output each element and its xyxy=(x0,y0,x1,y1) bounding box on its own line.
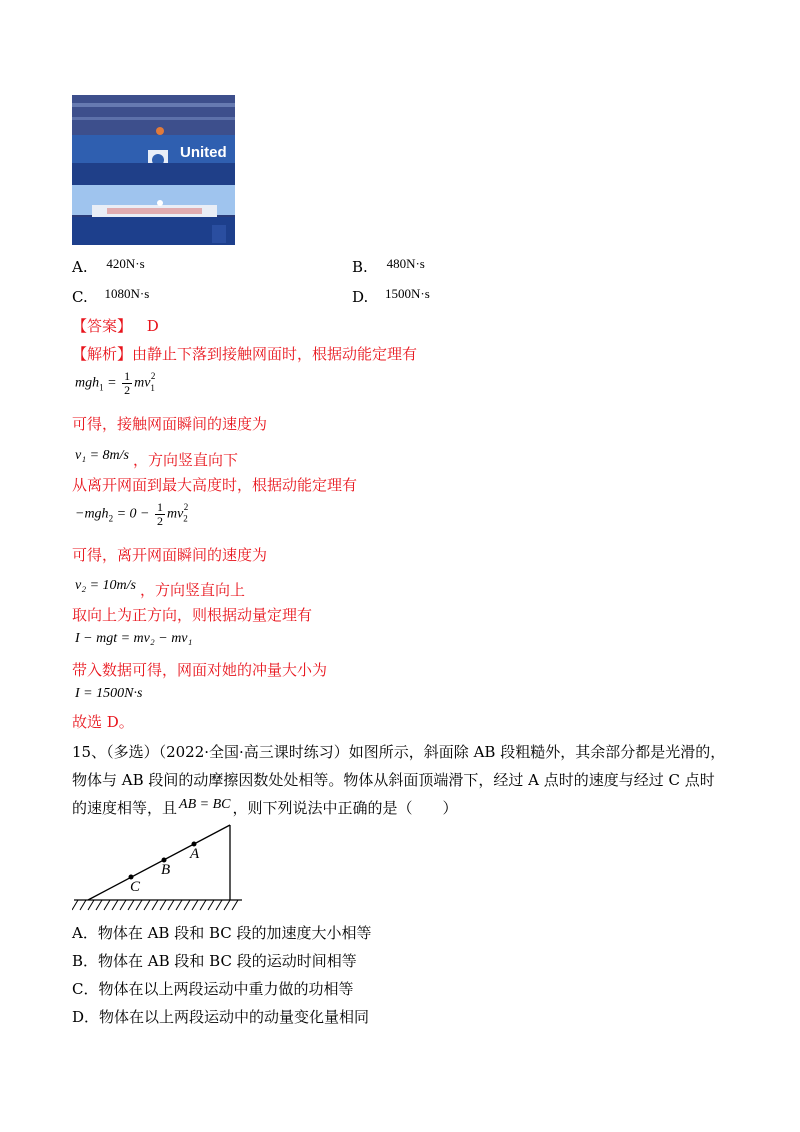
option-value: 1080N·s xyxy=(104,286,150,301)
option-value: 480N·s xyxy=(386,256,425,271)
q15-option-c: C．物体在以上两段运动中重力做的功相等 xyxy=(72,980,354,998)
option-b xyxy=(352,256,425,276)
velocity-2: v₂ = 10m/s xyxy=(75,578,136,593)
analysis-label: 【解析】 xyxy=(72,345,133,363)
option-letter: C. xyxy=(72,288,88,306)
question-15-line3 xyxy=(72,797,457,818)
equation-impulse: I = 1500N·s xyxy=(75,686,143,701)
question-text: 的速度相等，且 xyxy=(72,799,178,817)
q15-option-d: D．物体在以上两段运动中的动量变化量相同 xyxy=(72,1008,370,1026)
arena-illustration xyxy=(72,95,235,245)
option-letter: B. xyxy=(352,258,368,276)
analysis-conclusion: 故选 D。 xyxy=(72,713,134,731)
question-text: ，则下列说法中正确的是（ ） xyxy=(232,799,458,817)
analysis-line3: 从离开网面到最大高度时，根据动能定理有 xyxy=(72,476,358,494)
velocity-1-line xyxy=(75,443,238,469)
label-b: B xyxy=(161,862,171,878)
option-d xyxy=(352,286,430,306)
label-a: A xyxy=(190,846,200,862)
equation-energy-2: −mgh$_2$ = 0 − $\frac{1}{2}$ $mv_2^2$ xyxy=(75,500,189,528)
condition-ab-bc: AB = BC xyxy=(179,797,231,812)
question-15-line1: 15、（多选）（2022·全国·高三课时练习）如图所示，斜面除 AB 段粗糙外，其余部分都是光滑的， xyxy=(72,743,726,761)
q15-option-a: A．物体在 AB 段和 BC 段的加速度大小相等 xyxy=(72,924,372,942)
velocity-1: v₁ = 8m/s xyxy=(75,448,129,463)
analysis-line6: 带入数据可得，网面对她的冲量大小为 xyxy=(72,661,328,679)
option-value: 1500N·s xyxy=(385,286,430,301)
analysis-line5: 取向上为正方向，则根据动量定理有 xyxy=(72,606,313,624)
trampoline-photo xyxy=(72,95,235,245)
label-c: C xyxy=(130,879,141,895)
answer-line xyxy=(72,315,159,336)
analysis-line2: 可得，接触网面瞬间的速度为 xyxy=(72,415,268,433)
option-c xyxy=(72,286,149,306)
velocity-2-line xyxy=(75,573,245,599)
banner-text: United xyxy=(180,144,227,161)
option-a xyxy=(72,256,145,276)
question-15-line2: 物体与 AB 段间的动摩擦因数处处相等。物体从斜面顶端滑下，经过 A 点时的速度与经过 C 点时 xyxy=(72,771,715,789)
option-letter: A. xyxy=(72,258,88,276)
velocity-1-direction: ，方向竖直向下 xyxy=(132,451,238,469)
answer-label: 【答案】 xyxy=(72,317,133,335)
option-value: 420N·s xyxy=(106,256,145,271)
equation-momentum: I − mgt = mv₂ − mv₁ xyxy=(75,631,193,646)
velocity-2-direction: ，方向竖直向上 xyxy=(139,581,245,599)
analysis-line1 xyxy=(72,343,417,364)
analysis-text: 由静止下落到接触网面时，根据动能定理有 xyxy=(132,345,418,363)
incline-diagram xyxy=(72,820,247,912)
equation-energy-1: mgh$_1$ = $\frac{1}{2}$ $mv_1^2$ xyxy=(75,369,156,397)
q15-option-b: B．物体在 AB 段和 BC 段的运动时间相等 xyxy=(72,952,357,970)
option-letter: D. xyxy=(352,288,369,306)
answer-value: D xyxy=(146,317,159,335)
analysis-line4: 可得，离开网面瞬间的速度为 xyxy=(72,546,268,564)
